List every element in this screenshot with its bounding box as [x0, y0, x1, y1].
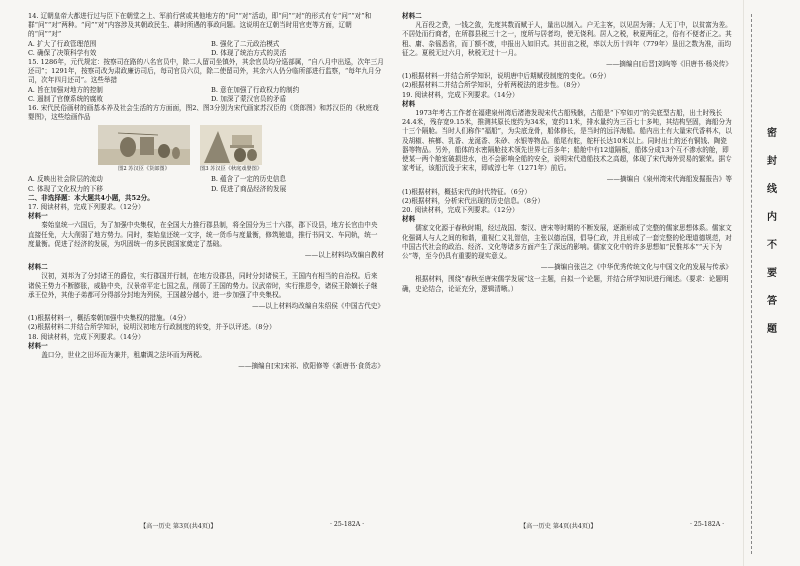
q17-material-1-title: 材料一 [28, 212, 48, 221]
q14-option-d[interactable]: D. 体现了统治方式的灵活 [211, 48, 287, 57]
left-page-number: 【高一历史 第3页(共4页)】 [140, 523, 217, 530]
q16-options [28, 175, 384, 193]
figure-3-caption: 图3 苏汉臣《秋庭戏婴图》 [200, 166, 263, 173]
q20-task: 根据材料，围绕“春秋至唐宋儒学发展”这一主题，自拟一个论题，并结合所学知识进行阐述。（要求：论题明确，史论结合，论证充分，逻辑清晰。） [402, 275, 729, 293]
seal-char: 要 [767, 268, 777, 279]
q17-material-2-source: ——以上材料均改编自朱绍侯《中国古代史》 [252, 302, 384, 311]
q14-stem: 14. 辽朝皇帝大都进行过与臣下在朝堂之上、军前行营或其他地方的“问”“对”活动，即“问”“对”的形式有专“问”“对”和群“问”“对”两种。“问”“对”内容涉及其朝政民生、耕时所遇的事政问题。这说明在辽朝当时用官吏等方面，辽朝的“问”“对” [28, 12, 372, 39]
q18-material-2-text: 凡百役之费，一钱之敛，先度其数而赋于人，量出以制入。户无主客，以见居为簿；人无丁中，以贫富为差。不居处而行商者，在所郡县税三十之一，度所与居者均，使无侥利。居人之税，秋夏两征之，俗有不便者正之。其租、庸、杂徭悉省，而丁额不废，申报出入如旧式。其田亩之税，率以大历十四年（779年）垦田之数为准，而均征之。夏税无过六月，秋税无过十一月。 [402, 21, 732, 57]
q14-option-a[interactable]: A. 扩大了行政管理范围 [28, 39, 97, 48]
q19-material-source: ——摘编自《泉州湾宋代海船发掘报告》等 [606, 175, 732, 184]
huolang-painting-image [98, 125, 190, 165]
q17-material-1-text: 秦始皇统一六国后，为了加强中央集权，在全国大力推行郡县制，将全国分为三十六郡，郡下设县，地方长官由中央直接任免，大大削弱了地方势力。同时，秦始皇还统一文字，统一货币与度量衡，修筑驰道，推行书同文、车同轨，统一度量衡。促进了经济的发展，为巩固统一的多民族国家奠定了基础。 [28, 221, 378, 248]
q19-material-text: 1973年考古工作者在福建泉州湾后渚港发现宋代古船残骸，古船是“下窄如刃”的尖底型古船，出土时残长24.4米，残存宽9.15米，推测其原长度约为34米，宽约11米，排水量约为三百七十多吨，其结构坚固，海船分为十三个隔舱。当时人们称作“福船”，为尖底龙骨，船体修长，是当时的远洋海船。船内出土有大量宋代香料木，以及胡椒、槟榔、乳香、龙涎香、朱砂、水银等物品。船尾有舵，舵杆长达10米以上。同时出土的还有铜钱、陶瓷器等物品。另外，船体的水密隔舱技术领先世界七百多年；船舱中有12道隔板，船体分成13个互不渗水的舱，即使某一两个舱室破损进水，也不会影响全船的安全，说明宋代造船技术之高超，体现了宋代海外贸易的繁荣。据专家考证，该船沉没于宋末，即咸淳七年（1271年）前后。 [402, 109, 732, 173]
q16-option-d[interactable]: D. 促进了商品经济的发展 [211, 184, 287, 193]
q16-stem: 16. 宋代民俗画材的画基本养及社会生活的方方面面，图2、图3分别为宋代画家苏汉臣的《货郎图》和苏汉臣的《秋庭戏婴图》，这些绘画作品 [28, 104, 379, 122]
right-page-number: 【高一历史 第4页(共4页)】 [520, 523, 597, 530]
q18-requirement-1: (1)根据材料一并结合所学知识，说明唐中后期赋役制度的变化。（6分） [402, 72, 611, 81]
left-exam-code: · 25-182A · [330, 521, 365, 528]
q18-heading: 18. 阅读材料，完成下列要求。（14分） [28, 332, 145, 341]
q14-option-c[interactable]: C. 确保了决策科学有效 [28, 48, 97, 57]
q19-requirement-2: (2)根据材料，分析宋代出现的历史信息。（8分） [402, 196, 545, 205]
section-heading: 二、非选择题：本大题共4小题，共52分。 [28, 193, 154, 202]
figure-2 [98, 125, 190, 173]
q19-heading: 19. 阅读材料，完成下列要求。（14分） [402, 90, 519, 99]
q19-material-title: 材料 [402, 99, 416, 108]
q15-option-a[interactable]: A. 旨在加强对地方的控制 [28, 85, 103, 94]
q18-requirement-2: (2)根据材料二并结合所学知识，分析两税法的进步性。（8分） [402, 81, 584, 90]
q18-material-1-text: 盖口分，世业之田坏而为兼并，租庸调之法坏而为两税。 [41, 351, 207, 360]
right-exam-code: · 25-182A · [690, 521, 725, 528]
seal-char: 内 [767, 212, 777, 223]
q17-heading: 17. 阅读材料，完成下列要求。（12分） [28, 203, 145, 212]
right-page [402, 12, 732, 294]
seal-char: 线 [767, 184, 777, 195]
q18-material-2-title: 材料二 [402, 12, 422, 20]
q17-material-2-text: 汉初，刘邦为了分封诸王的爵位，实行郡国并行制，在地方设郡县，同时分封诸侯王，王国内有相当的自治权。后来诸侯王势力不断膨胀，威胁中央，汉景帝平定七国之乱，削弱了王国的势力。汉武帝时，实行推恩令，诸侯王除嫡长子继承王位外，其他子弟都可分得部分封地为列侯，王国越分越小，进一步加强了中央集权。 [28, 272, 378, 299]
q18-material-1-source: ——摘编自[宋]宋祁、欧阳修等《新唐书·食货志》 [238, 362, 384, 371]
binding-strip [743, 0, 800, 566]
seal-char: 题 [767, 324, 777, 335]
q16-option-b[interactable]: B. 蕴含了一定的历史信息 [211, 175, 286, 184]
q17-requirement-2: (2)根据材料二并结合所学知识，说明汉初地方行政制度的转变，并予以评述。（8分） [28, 323, 276, 332]
seal-char: 答 [767, 296, 777, 307]
q15-stem: 15. 1286年，元代规定：按察司在路的八名官员中，除二人留司坐镇外，其余官员均分巡部属，“自八月中出巡，次年三月还司”；1291年，按察司改为肃政廉访司后，每司官员六员，除二使留司外，其余六人仍分临所部进行监察，“每年九月分司，次年四月还司”。这些举措 [28, 58, 384, 85]
q18-material-2-source: ——摘编自[后晋]刘昫等《旧唐书·杨炎传》 [606, 60, 732, 69]
left-page [28, 12, 384, 375]
q19-requirement-1: (1)根据材料，概括宋代的时代特征。（6分） [402, 187, 531, 196]
seal-line-text [764, 120, 780, 344]
q20-heading: 20. 阅读材料，完成下列要求。（12分） [402, 206, 519, 215]
seal-dashed-line [751, 14, 752, 554]
q20-material-source: ——摘编自张岂之《中华优秀传统文化与中国文化的发展与传承》 [540, 263, 732, 272]
autumn-garden-painting-image [200, 125, 262, 165]
q14-option-b[interactable]: B. 强化了二元政治模式 [211, 39, 280, 48]
q14-options [28, 40, 384, 58]
q15-option-b[interactable]: B. 意在加强了行政权力的制约 [211, 85, 300, 94]
q17-material-1-source: ——以上材料均改编自教材 [304, 251, 384, 260]
q20-material-text: 儒家文化源于春秋时期，经过战国、秦汉、唐宋等时期的不断发展，逐渐形成了完整的儒家思想体系。儒家文化强调人与人之间的和谐，重视仁义礼智信，主张以德治国，倡导仁政，并且形成了一套完整的伦理道德规范，对中国古代社会的政治、经济、文化等诸多方面产生了深远的影响。儒家文化中的许多思想如“民惟邦本”“天下为公”等，至今仍具有重要的现实意义。 [402, 224, 732, 261]
seal-char: 密 [767, 128, 777, 139]
q15-options [28, 86, 384, 104]
q16-option-c[interactable]: C. 体现了文化权力的下移 [28, 184, 103, 193]
seal-char: 不 [767, 240, 777, 251]
q16-option-a[interactable]: A. 反映出社会阶层的流动 [28, 175, 103, 184]
q18-material-1-title: 材料一 [28, 341, 48, 350]
q16-figures [98, 125, 384, 173]
figure-2-caption: 图2 苏汉臣《货郎图》 [118, 166, 170, 173]
seal-char: 封 [767, 156, 777, 167]
q15-option-c[interactable]: C. 遏制了官僚系统的腐败 [28, 94, 103, 103]
q20-material-title: 材料 [402, 215, 416, 224]
q17-requirement-1: (1)根据材料一，概括秦朝加强中央集权的措施。（4分） [28, 314, 190, 323]
figure-3 [200, 125, 262, 173]
q15-option-d[interactable]: D. 加深了蒙汉官员的矛盾 [211, 94, 287, 103]
q17-material-2-title: 材料二 [28, 263, 48, 272]
